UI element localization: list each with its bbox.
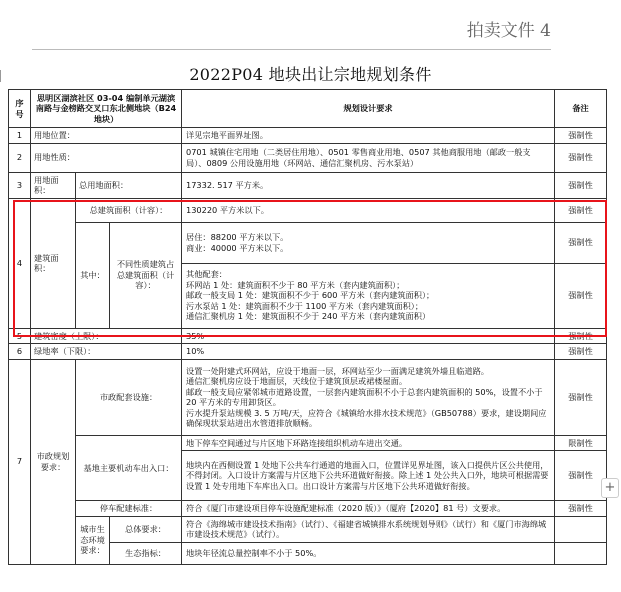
add-icon[interactable]: + bbox=[601, 478, 619, 498]
row-category: 市政规划要求： bbox=[31, 359, 76, 564]
vehicle-entrance-label: 基地主要机动车出入口： bbox=[76, 435, 182, 501]
row-category: 用地面积： bbox=[31, 172, 76, 198]
row-number: 4 bbox=[9, 198, 31, 328]
document-title: 2022P04 地块出让宗地规划条件 bbox=[189, 65, 432, 84]
col-header-note: 备注 bbox=[555, 90, 607, 128]
row-item: 绿地率（下限）： bbox=[31, 344, 182, 360]
vehicle-entrance-requirement-2: 地块内在西侧设置 1 处地下公共车行通道的地面入口，位置详见界址图，该入口提供片区公共使用，不得封闭。入口设计方案需与片区地下公共环道做好衔接。除上述 1 处公共入口外，地块可根据需要设置 1 处专用地下车库出入口。出口设计方案需与片区地下公共环道做好衔接。 bbox=[182, 451, 555, 501]
sub-label: 其中： bbox=[76, 222, 110, 328]
table-row bbox=[9, 359, 607, 435]
row-note: 强制性 bbox=[555, 172, 607, 198]
table-row bbox=[9, 435, 607, 451]
row-requirement: 10% bbox=[182, 344, 555, 360]
eco-overall-requirement: 符合《海绵城市建设技术指南》（试行）、《福建省城镇排水系统规划导则》（试行）和《厦门市海绵城市建设技术规范》（试行）。 bbox=[182, 516, 555, 542]
row-note: 强制性 bbox=[555, 451, 607, 501]
col-header-seq: 序号 bbox=[9, 90, 31, 128]
row-item: 用地性质： bbox=[31, 143, 182, 172]
municipal-facilities-label: 市政配套设施： bbox=[76, 359, 182, 435]
header-text: 拍卖文件 4 bbox=[466, 21, 551, 41]
table-row bbox=[9, 143, 607, 172]
table-row bbox=[9, 198, 607, 222]
vehicle-entrance-requirement-1: 地下停车空间通过与片区地下环路连接组织机动车进出交通。 bbox=[182, 435, 555, 451]
row-item: 总用地面积： bbox=[76, 172, 182, 198]
row-requirement: 详见宗地平面界址图。 bbox=[182, 128, 555, 144]
row-note: 强制性 bbox=[555, 359, 607, 435]
row-note: 强制性 bbox=[555, 198, 607, 222]
eco-index-requirement: 地块年径流总量控制率不小于 50%。 bbox=[182, 542, 555, 564]
total-floor-area-requirement: 130220 平方米以下。 bbox=[182, 198, 555, 222]
row-note-empty bbox=[555, 516, 607, 542]
municipal-facilities-requirement: 设置一处附建式环网站，应设于地面一层，环网站至少一面满足建筑外墙且临道路。 通信汇聚机房应设于地面层，天线位于建筑顶层或裙楼屋面。 邮政一般支局应紧邻城市道路设置，一层套内建筑面积不小于总套内建筑面积的 50%，设置不小于 20 平方米的专用卸货区。 污水提升泵站规模 3. 5 万吨/天，应符合《城镇给水排水技术规范》（GB50788）要求，建设期间应确保现状泵站进出水管道排放顺畅。 bbox=[182, 359, 555, 435]
table-row bbox=[9, 222, 607, 263]
parking-standard-requirement: 符合《厦门市建设项目停车设施配建标准（2020 版）》（厦府【2020】81 号）文要求。 bbox=[182, 501, 555, 517]
col-header-parcel: 思明区湖滨社区 03-04 编制单元湖滨南路与金榜路交叉口东北侧地块（B24 地块） bbox=[31, 90, 182, 128]
planning-conditions-table bbox=[8, 89, 607, 565]
row-number: 3 bbox=[9, 172, 31, 198]
row-category: 建筑面积： bbox=[31, 198, 76, 328]
col-header-requirement: 规划设计要求 bbox=[182, 90, 555, 128]
residential-commercial-requirement: 居住：88200 平方米以下。 商业：40000 平方米以下。 bbox=[182, 222, 555, 263]
row-number: 6 bbox=[9, 344, 31, 360]
table-row bbox=[9, 501, 607, 517]
row-number: 7 bbox=[9, 359, 31, 564]
table-row bbox=[9, 344, 607, 360]
table-row bbox=[9, 128, 607, 144]
parking-standard-label: 停车配建标准： bbox=[76, 501, 182, 517]
row-item: 建筑密度（上限）： bbox=[31, 328, 182, 344]
row-note: 强制性 bbox=[555, 222, 607, 263]
eco-overall-label: 总体要求： bbox=[110, 516, 182, 542]
row-requirement: 35% bbox=[182, 328, 555, 344]
row-note: 强制性 bbox=[555, 128, 607, 144]
row-number: 5 bbox=[9, 328, 31, 344]
row-note: 强制性 bbox=[555, 501, 607, 517]
sub-description: 不同性质建筑占总建筑面积（计容）： bbox=[110, 222, 182, 328]
table-row bbox=[9, 516, 607, 542]
row-item: 用地位置： bbox=[31, 128, 182, 144]
row-note-empty bbox=[555, 542, 607, 564]
table-row bbox=[9, 172, 607, 198]
row-number: 1 bbox=[9, 128, 31, 144]
total-floor-area-label: 总建筑面积（计容）： bbox=[76, 198, 182, 222]
table-header-row bbox=[9, 90, 607, 128]
row-note: 强制性 bbox=[555, 328, 607, 344]
row-note: 强制性 bbox=[555, 263, 607, 328]
row-note: 强制性 bbox=[555, 344, 607, 360]
facilities-requirement: 其他配套： 环网站 1 处：建筑面积不少于 80 平方米（套内建筑面积）； 邮政一般支局 1 处：建筑面积不少于 600 平方米（套内建筑面积）； 污水泵站 1 处：建筑面积不少于 1100 平方米（套内建筑面积）； 通信汇聚机房 1 处：建筑面积不少于 240 平方米（套内建筑面积） bbox=[182, 263, 555, 328]
header-divider bbox=[32, 49, 551, 50]
row-requirement: 0701 城镇住宅用地（二类居住用地）、0501 零售商业用地、0507 其他商服用地（邮政一般支局）、0809 公用设施用地（环网站、通信汇聚机房、污水泵站） bbox=[182, 143, 555, 172]
row-note: 限制性 bbox=[555, 435, 607, 451]
eco-environment-label: 城市生态环境要求： bbox=[76, 516, 110, 564]
row-note: 强制性 bbox=[555, 143, 607, 172]
eco-index-label: 生态指标： bbox=[110, 542, 182, 564]
row-requirement: 17332. 517 平方米。 bbox=[182, 172, 555, 198]
row-number: 2 bbox=[9, 143, 31, 172]
table-row bbox=[9, 328, 607, 344]
